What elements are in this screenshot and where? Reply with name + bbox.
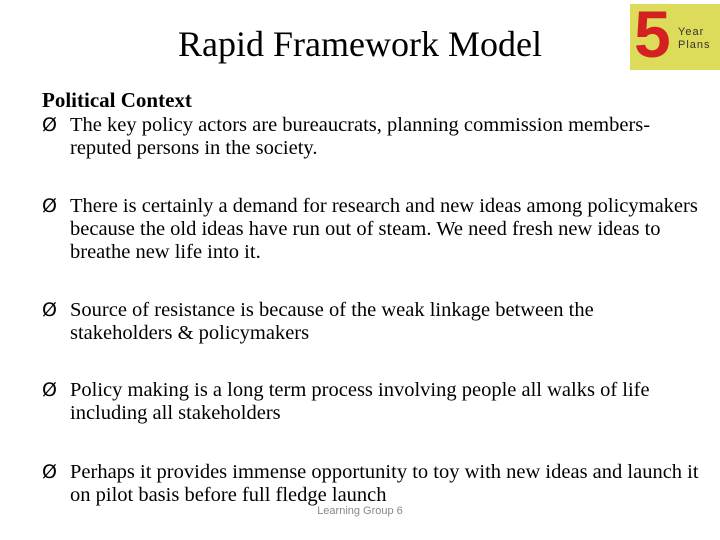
logo-caption-line1: Year xyxy=(678,26,705,38)
bullet-text: Source of resistance is because of the weak linkage between the stakeholders & policymakers xyxy=(70,299,594,344)
arrow-bullet-icon: Ø xyxy=(42,299,57,321)
bullet-text: There is certainly a demand for research and new ideas among policymakers because the old ideas have run out of steam. We need fresh new ideas to breathe new life into it. xyxy=(70,195,698,263)
section-heading: Political Context xyxy=(42,88,192,112)
arrow-bullet-icon: Ø xyxy=(42,195,57,217)
bullet-text: Policy making is a long term process involving people all walks of life including all stakeholders xyxy=(70,379,650,424)
slide-title: Rapid Framework Model xyxy=(178,24,542,64)
slide-footer: Learning Group 6 xyxy=(317,505,403,517)
logo-caption xyxy=(678,26,711,52)
arrow-bullet-icon: Ø xyxy=(42,379,57,401)
bullet-text: Perhaps it provides immense opportunity to toy with new ideas and launch it on pilot basis before full fledge launch xyxy=(70,461,699,506)
bullet-text: The key policy actors are bureaucrats, planning commission members- reputed persons in the society. xyxy=(70,114,651,159)
arrow-bullet-icon: Ø xyxy=(42,461,57,483)
logo-number: 5 xyxy=(634,0,671,71)
logo-caption-line2: Plans xyxy=(678,39,711,51)
arrow-bullet-icon: Ø xyxy=(42,114,57,136)
five-year-plans-logo xyxy=(630,0,720,71)
